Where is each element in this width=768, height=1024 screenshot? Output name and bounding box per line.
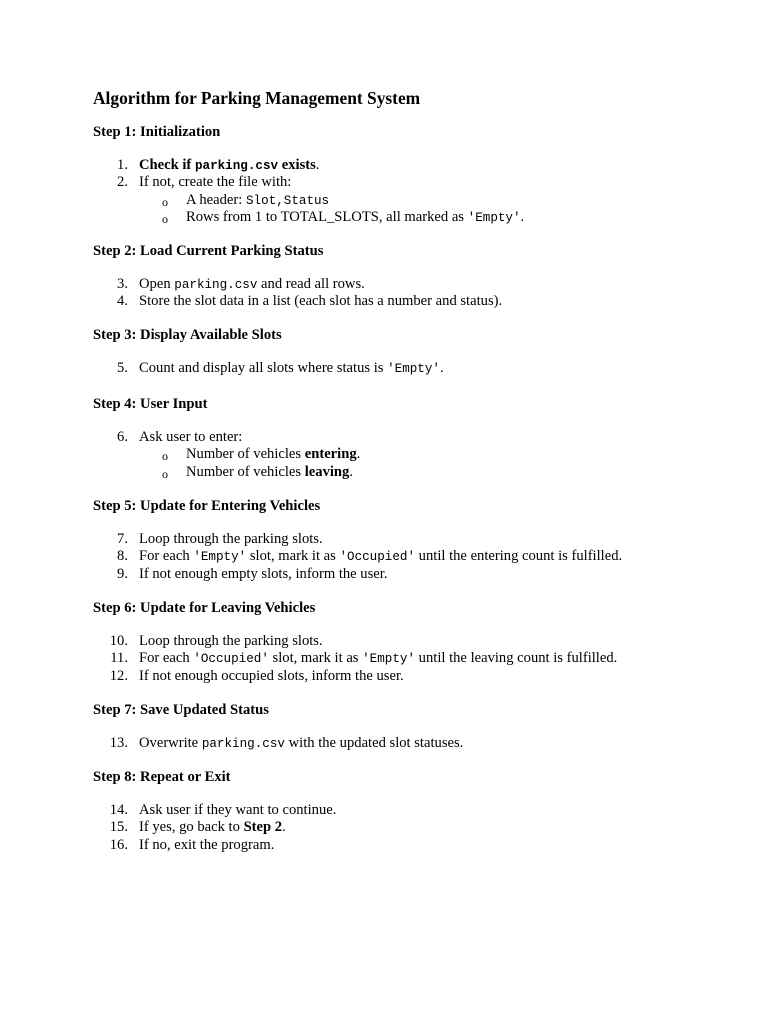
list-number: 10.: [109, 633, 128, 649]
text-run: .: [315, 157, 320, 173]
inline-code: parking.csv: [194, 159, 279, 173]
list-number: 5.: [117, 360, 128, 376]
text-run: Loop through the parking slots.: [139, 633, 323, 649]
step-heading: Step 6: Update for Leaving Vehicles: [93, 600, 316, 616]
list-number: 7.: [117, 531, 128, 547]
list-number: 4.: [117, 293, 128, 310]
sub-list-item: [186, 464, 353, 481]
text-run: and read all rows.: [257, 276, 365, 292]
sub-list-item: [186, 446, 360, 463]
list-item: [139, 276, 365, 294]
inline-code: 'Empty': [193, 550, 247, 565]
list-item: [139, 566, 387, 583]
list-item: [139, 293, 502, 310]
document-title: Algorithm for Parking Management System: [93, 88, 421, 108]
text-run: Number of vehicles: [186, 463, 305, 480]
list-item: [139, 802, 336, 819]
text-run: Number of vehicles: [186, 446, 305, 463]
list-number: 8.: [117, 548, 128, 565]
inline-code: 'Empty': [387, 362, 440, 376]
text-run: For each: [139, 650, 194, 667]
list-item: [139, 668, 404, 685]
text-run: .: [356, 446, 361, 463]
list-item: [139, 837, 274, 854]
bullet-icon: o: [162, 194, 168, 209]
list-item: [139, 157, 319, 175]
step-heading: Step 2: Load Current Parking Status: [93, 243, 324, 259]
bullet-icon: o: [162, 466, 168, 481]
text-run: Overwrite: [139, 735, 202, 751]
text-run: Open: [139, 276, 175, 292]
text-run: Store the slot data in a list (each slot has a number and status).: [139, 293, 503, 310]
list-number: 6.: [117, 429, 128, 445]
text-run: If not enough empty slots, inform the user.: [139, 565, 388, 582]
text-run: If yes, go back to: [139, 819, 244, 836]
text-run: .: [349, 463, 353, 480]
list-number: 14.: [109, 802, 128, 818]
text-run: If no, exit the program.: [139, 836, 275, 853]
list-number: 11.: [110, 650, 128, 667]
sub-list-item: [186, 209, 524, 227]
list-number: 13.: [109, 735, 128, 751]
text-run: Ask user if they want to continue.: [139, 802, 337, 818]
text-run: entering: [304, 446, 357, 463]
inline-code: 'Empty': [362, 652, 416, 667]
inline-code: 'Occupied': [339, 550, 416, 565]
list-item: [139, 429, 242, 446]
text-run: .: [520, 208, 525, 225]
text-run: Check if: [139, 157, 195, 173]
text-run: until the entering count is fulfilled.: [415, 548, 623, 565]
list-number: 3.: [117, 276, 128, 292]
text-run: If not, create the file with:: [139, 174, 292, 191]
list-number: 12.: [109, 667, 128, 684]
inline-code: 'Occupied': [193, 652, 269, 667]
text-run: For each: [139, 548, 194, 565]
text-run: Rows from 1 to TOTAL_SLOTS, all marked as: [186, 208, 468, 225]
step-heading: Step 1: Initialization: [93, 124, 221, 140]
inline-code: 'Empty': [467, 210, 521, 225]
list-item: [139, 819, 286, 836]
inline-code: parking.csv: [174, 278, 258, 292]
text-run: .: [282, 819, 286, 836]
step-heading: Step 7: Save Updated Status: [93, 702, 269, 718]
list-number: 16.: [109, 836, 128, 853]
list-number: 9.: [117, 565, 128, 582]
text-run: with the updated slot statuses.: [284, 735, 464, 751]
text-run: .: [439, 360, 444, 376]
step-heading: Step 3: Display Available Slots: [93, 327, 282, 343]
list-number: 15.: [109, 819, 128, 836]
text-run: exists: [278, 157, 316, 173]
list-item: [139, 650, 617, 668]
list-item: [139, 531, 323, 548]
step-heading: Step 8: Repeat or Exit: [93, 769, 231, 785]
text-run: If not enough occupied slots, inform the user.: [139, 667, 404, 684]
bullet-icon: o: [162, 211, 168, 226]
bullet-icon: o: [162, 449, 168, 464]
list-item: [139, 633, 323, 650]
step-heading: Step 5: Update for Entering Vehicles: [93, 498, 321, 514]
list-item: [139, 735, 463, 753]
text-run: until the leaving count is fulfilled.: [415, 650, 618, 667]
text-run: Ask user to enter:: [139, 429, 243, 445]
text-run: A header:: [186, 191, 246, 208]
inline-code: parking.csv: [201, 737, 285, 751]
list-item: [139, 174, 291, 191]
text-run: leaving: [304, 463, 350, 480]
text-run: slot, mark it as: [246, 548, 340, 565]
list-number: 1.: [117, 157, 128, 173]
step-heading: Step 4: User Input: [93, 396, 208, 412]
text-run: Step 2: [243, 819, 283, 836]
text-run: Loop through the parking slots.: [139, 531, 323, 547]
text-run: slot, mark it as: [268, 650, 363, 667]
list-item: [139, 360, 444, 378]
list-item: [139, 548, 622, 566]
sub-list-item: [186, 192, 329, 210]
list-number: 2.: [117, 174, 128, 191]
inline-code: Slot,Status: [245, 193, 330, 208]
text-run: Count and display all slots where status is: [139, 360, 388, 376]
